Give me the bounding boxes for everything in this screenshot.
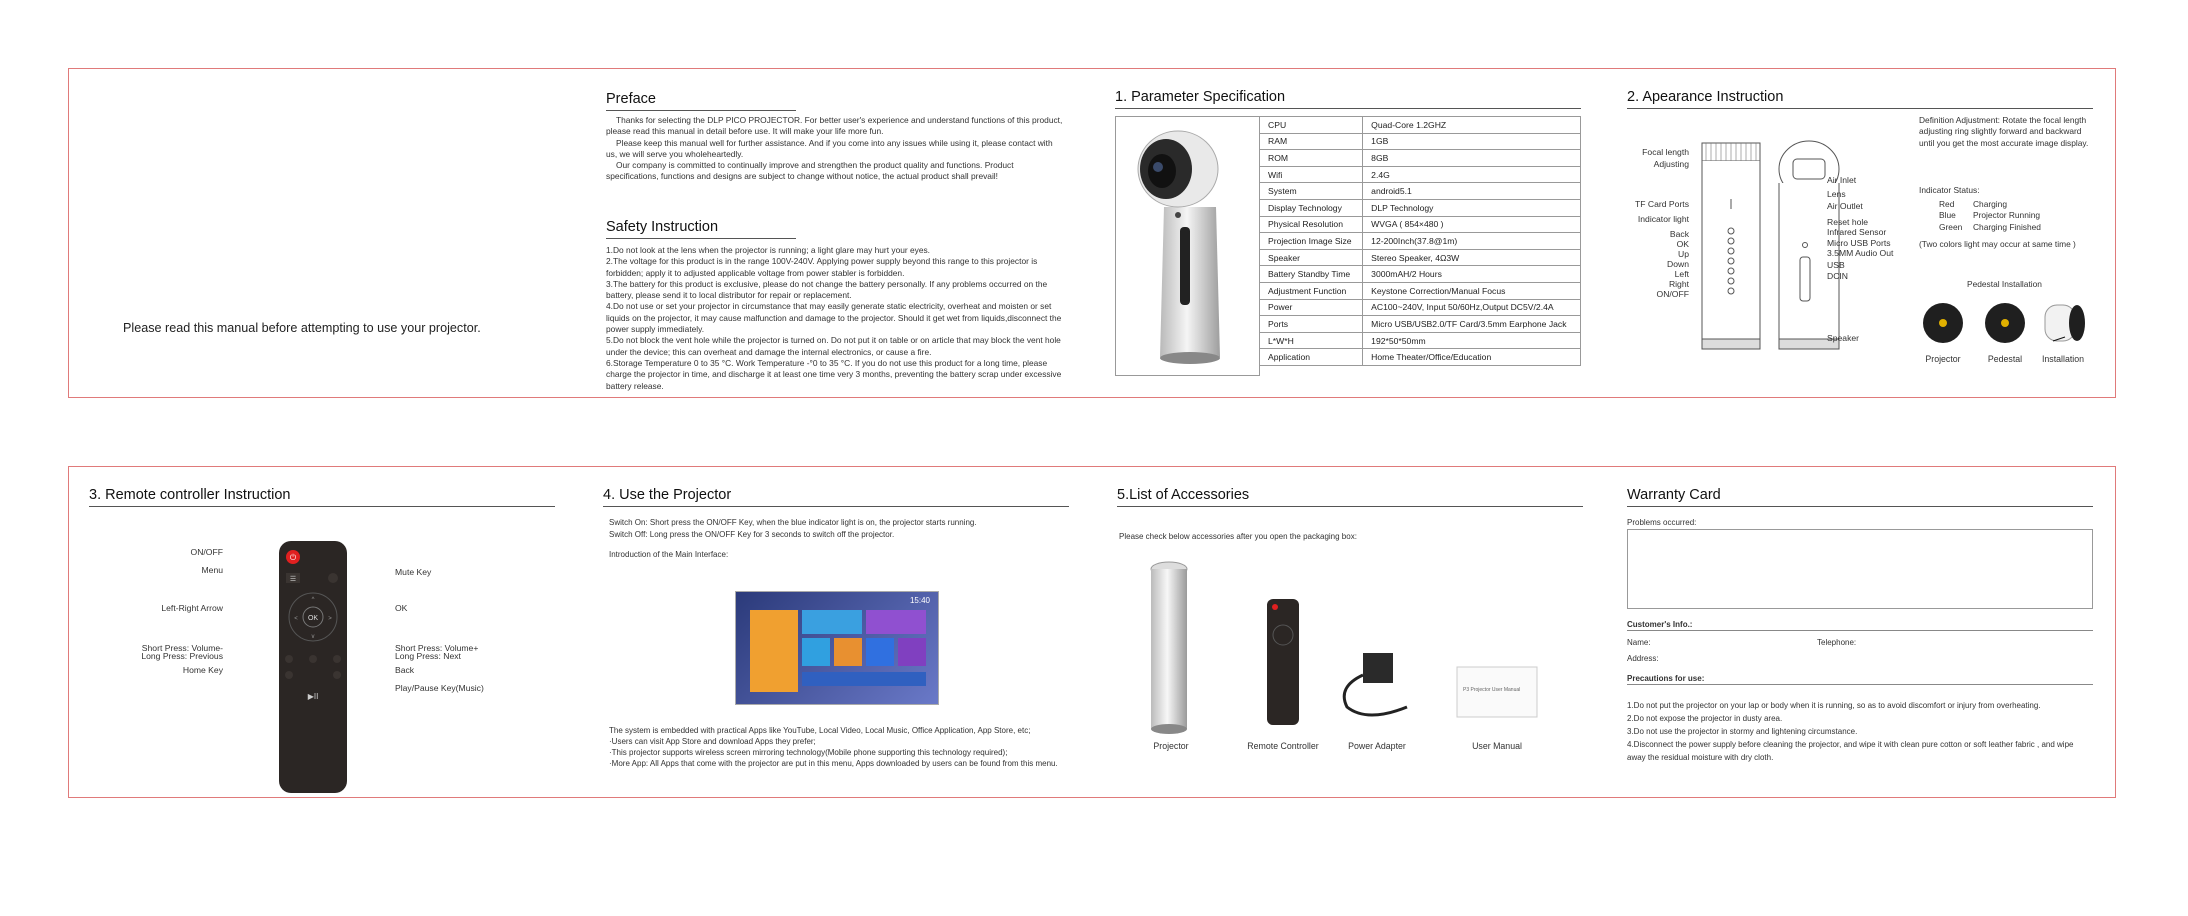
appearance-label: Lens (1827, 189, 1846, 199)
use-line: ·More App: All Apps that come with the projector are put in this menu, Apps downloaded by users can be found from this menu. (609, 759, 1058, 768)
remote-image (279, 541, 349, 795)
pedestal-caption: Installation (2041, 354, 2085, 364)
remote-section (89, 487, 559, 787)
spec-value: 192*50*50mm (1363, 332, 1581, 349)
telephone-field-label: Telephone: (1817, 638, 1857, 647)
appearance-label: Micro USB Ports (1827, 238, 1891, 248)
problems-box[interactable] (1627, 529, 2093, 609)
accessories-intro: Please check below accessories after you open the packaging box: (1119, 532, 1357, 541)
indicator-row: Blue Projector Running (1939, 210, 2041, 221)
app-tile (802, 638, 830, 666)
spec-row (1260, 150, 1581, 167)
app-tile (898, 638, 926, 666)
spec-value: DLP Technology (1363, 199, 1581, 216)
definition-text: Definition Adjustment: Rotate the focal length adjusting ring slightly forward and backward until you get the most accurate image display. (1919, 115, 2089, 148)
appearance-label: Right (1668, 279, 1689, 289)
use-line: ·Users can visit App Store and download Apps they prefer; (609, 737, 816, 746)
spec-value: 3000mAH/2 Hours (1363, 266, 1581, 283)
use-line: The system is embedded with practical Apps like YouTube, Local Video, Local Music, Office Application, App Store, etc; (609, 726, 1031, 735)
indicator-table (1939, 199, 2041, 233)
accessories-title: 5.List of Accessories (1117, 487, 1583, 507)
svg-text:v: v (311, 634, 315, 640)
spec-row (1260, 216, 1581, 233)
remote-title: 3. Remote controller Instruction (89, 487, 555, 507)
manual-cover-text: P3 Projector User Manual (1463, 687, 1521, 693)
appearance-title: 2. Apearance Instruction (1627, 89, 2093, 109)
remote-label: Menu (201, 565, 223, 575)
spec-key: Application (1260, 349, 1363, 366)
main-interface-screenshot (735, 591, 939, 705)
spec-row (1260, 266, 1581, 283)
spec-value: Micro USB/USB2.0/TF Card/3.5mm Earphone Jack (1363, 316, 1581, 333)
precautions-list (1627, 699, 2093, 764)
safety-item: 2.The voltage for this product is in the range 100V-240V. Applying power supply beyond this range to this projector is forbidden; apply it to adjusted applicable voltage from power stabler is forbidden. (606, 256, 1038, 278)
safety-item: 3.The battery for this product is exclusive, please do not change the battery personally. If any problems occurred on the battery, please send it to local distributor for repair or replacement. (606, 278, 1048, 301)
precaution-item: 3.Do not use the projector in stormy and lightening circumstance. (1627, 727, 1858, 736)
preface-paragraph: Please keep this manual well for further assistance. And if you come into any issues while using it, please contact with us, we will serve you wholeheartedly. (606, 137, 1053, 159)
spec-value: AC100~240V, Input 50/60Hz,Output DC5V/2.4A (1363, 299, 1581, 316)
spec-row (1260, 233, 1581, 250)
switch-on-text: Switch On: Short press the ON/OFF Key, when the blue indicator light is on, the projector starts running. (609, 518, 977, 527)
spec-row (1260, 332, 1581, 349)
spec-value: Quad-Core 1.2GHZ (1363, 117, 1581, 134)
app-tile (866, 610, 926, 634)
spec-key: ROM (1260, 150, 1363, 167)
preface-text (606, 115, 1066, 183)
spec-row (1260, 117, 1581, 134)
remote-label: ON/OFF (190, 547, 223, 557)
spec-key: Display Technology (1260, 199, 1363, 216)
accessories-section (1117, 487, 1587, 787)
spec-key: Adjustment Function (1260, 282, 1363, 299)
spec-row (1260, 282, 1581, 299)
remote-label: Short Press: Volume- (141, 643, 223, 653)
precaution-item: 1.Do not put the projector on your lap or body when it is running, so as to avoid discomfort or injury from overheating. (1627, 701, 2041, 710)
appearance-label: Air Inlet (1827, 175, 1857, 185)
app-tile (834, 638, 862, 666)
spec-value: 2.4G (1363, 166, 1581, 183)
spec-image-box (1115, 116, 1260, 376)
spec-row (1260, 199, 1581, 216)
remote-label: Back (395, 665, 415, 675)
spec-key: Wifi (1260, 166, 1363, 183)
appearance-label: ON/OFF (1656, 289, 1689, 299)
safety-item: 6.Storage Temperature 0 to 35 °C. Work Temperature -°0 to 35 °C. If you do not use this product for a long time, please charge the projector in time, and discharge it at least one time very 3 months, preventing the battery scrap under excessive battery release. (606, 357, 1062, 391)
svg-text:>: > (328, 616, 332, 622)
appearance-label: Infrared Sensor (1827, 227, 1887, 237)
appearance-label: Left (1674, 269, 1689, 279)
appearance-label: Speaker (1827, 333, 1860, 343)
spec-key: Power (1260, 299, 1363, 316)
spec-value: Home Theater/Office/Education (1363, 349, 1581, 366)
accessory-caption: Remote Controller (1247, 741, 1319, 751)
spec-row (1260, 299, 1581, 316)
appearance-label: Reset hole (1827, 217, 1869, 227)
remote-label: Long Press: Previous (141, 651, 223, 661)
svg-text:^: ^ (311, 597, 315, 603)
appearance-label: Back (1669, 229, 1689, 239)
use-description (609, 725, 1071, 769)
appearance-label: Adjusting (1653, 159, 1689, 169)
appearance-label: 3.5MM Audio Out (1827, 248, 1894, 258)
remote-ok-key: OK (307, 615, 319, 622)
cover-notice: Please read this manual before attempting to use your projector. (123, 321, 481, 335)
warranty-section (1627, 487, 2097, 787)
use-line: ·This projector supports wireless screen mirroring technology(Mobile phone supporting this technology required); (609, 748, 1008, 757)
spec-key: Physical Resolution (1260, 216, 1363, 233)
precaution-item: 2.Do not expose the projector in dusty area. (1627, 714, 1783, 723)
bottom-panel (68, 466, 2116, 798)
youtube-tile (750, 610, 798, 692)
preface-paragraph: Thanks for selecting the DLP PICO PROJECTOR. For better user's experience and understand functions of this product, please read this manual in detail before use. It will make your life more fun. (606, 115, 1063, 137)
warranty-title: Warranty Card (1627, 487, 2093, 507)
svg-text:☰: ☰ (289, 576, 297, 583)
spec-value: android5.1 (1363, 183, 1581, 200)
safety-text (606, 245, 1066, 392)
app-tile (866, 638, 894, 666)
projector-image (1116, 117, 1259, 375)
problems-label: Problems occurred: (1627, 518, 1697, 527)
accessory-caption: Projector (1153, 741, 1189, 751)
appearance-label: DCIN (1827, 271, 1849, 281)
preface-title: Preface (606, 91, 796, 111)
address-field-label: Address: (1627, 654, 1659, 663)
accessories-images (1117, 557, 1587, 737)
appearance-label: Focal length (1642, 147, 1689, 157)
spec-value: WVGA ( 854×480 ) (1363, 216, 1581, 233)
spec-value: Keystone Correction/Manual Focus (1363, 282, 1581, 299)
preface-paragraph: Our company is committed to continually improve and strengthen the product quality and functions. Product specifications, functions and designs are subject to change without notice, the actual product shall prevail! (606, 160, 1014, 182)
pedestal-caption: Projector (1925, 354, 1961, 364)
spec-row (1260, 316, 1581, 333)
appearance-label: Down (1667, 259, 1689, 269)
indicator-title: Indicator Status: (1919, 185, 1980, 195)
spec-key: Battery Standby Time (1260, 266, 1363, 283)
spec-value: Stereo Speaker, 4Ω3W (1363, 249, 1581, 266)
spec-row (1260, 166, 1581, 183)
remote-label: OK (395, 603, 408, 613)
spec-key: L*W*H (1260, 332, 1363, 349)
appearance-label: OK (1676, 239, 1689, 249)
screen-clock: 15:40 (909, 596, 930, 605)
appearance-label: TF Card Ports (1635, 199, 1689, 209)
indicator-row: Green Charging Finished (1939, 221, 2041, 232)
spec-key: System (1260, 183, 1363, 200)
spec-table (1259, 116, 1581, 366)
appearance-label: Up (1678, 249, 1689, 259)
spec-value: 1GB (1363, 133, 1581, 150)
svg-text:⏻: ⏻ (289, 553, 297, 562)
name-field-label: Name: (1627, 638, 1651, 647)
dock-bar (802, 672, 926, 686)
pedestal-caption: Pedestal (1987, 354, 2023, 364)
spec-row (1260, 249, 1581, 266)
appearance-label: Indicator light (1637, 214, 1689, 224)
safety-title: Safety Instruction (606, 219, 796, 239)
appearance-label: USB (1827, 260, 1845, 270)
spec-row (1260, 183, 1581, 200)
spec-value: 8GB (1363, 150, 1581, 167)
remote-label: Mute Key (395, 567, 432, 577)
spec-key: RAM (1260, 133, 1363, 150)
pedestal-title: Pedestal Installation (1967, 279, 2042, 289)
app-tile (802, 610, 862, 634)
indicator-note: (Two colors light may occur at same time ) (1919, 239, 2076, 249)
spec-key: Projection Image Size (1260, 233, 1363, 250)
precautions-title: Precautions for use: (1627, 673, 2093, 685)
spec-key: CPU (1260, 117, 1363, 134)
spec-row (1260, 349, 1581, 366)
remote-label: Left-Right Arrow (161, 603, 223, 613)
accessory-caption: User Manual (1472, 741, 1522, 751)
spec-table-body (1260, 117, 1581, 366)
spec-title: 1. Parameter Specification (1115, 89, 1581, 109)
top-panel (68, 68, 2116, 398)
main-interface-label: Introduction of the Main Interface: (609, 550, 729, 559)
pedestal-images (1919, 299, 2099, 349)
remote-label: Long Press: Next (395, 651, 461, 661)
svg-text:<: < (294, 616, 298, 622)
remote-label: Home Key (182, 665, 223, 675)
customer-info-label: Customer's Info.: (1627, 619, 2093, 631)
spec-key: Speaker (1260, 249, 1363, 266)
switch-off-text: Switch Off: Long press the ON/OFF Key for 3 seconds to switch off the projector. (609, 530, 895, 539)
safety-item: 5.Do not block the vent hole while the projector is turned on. Do not put it on table or on article that may block the vent hole under the device; this can overheat and damage the internal electronics, or cause a fire. (606, 335, 1061, 357)
spec-section (1115, 89, 1585, 389)
spec-value: 12-200Inch(37.8@1m) (1363, 233, 1581, 250)
remote-label: Short Press: Volume+ (395, 643, 479, 653)
svg-text:▶II: ▶II (307, 692, 319, 701)
use-section (603, 487, 1073, 787)
safety-item: 4.Do not use or set your projector in circumstance that may easily generate static electricity, overheat and moisten or set liquids on the projector, it may cause malfunction and damage to the projector. Should it get wet from liquids,disconnect the power supply immediately. (606, 301, 1062, 335)
accessory-caption: Power Adapter (1348, 741, 1406, 751)
indicator-row: Red Charging (1939, 199, 2007, 209)
appearance-section (1627, 89, 2097, 389)
spec-row (1260, 133, 1581, 150)
precaution-item: 4.Disconnect the power supply before cleaning the projector, and wipe it with clean pure cotton or soft leather fabric , and wipe away the residual moisture with dry cloth. (1627, 740, 2074, 762)
appearance-label: Air Outlet (1827, 201, 1863, 211)
safety-item: 1.Do not look at the lens when the projector is running; a light glare may hurt your eyes. (606, 245, 931, 255)
remote-label: Play/Pause Key(Music) (395, 683, 484, 693)
spec-key: Ports (1260, 316, 1363, 333)
use-title: 4. Use the Projector (603, 487, 1069, 507)
